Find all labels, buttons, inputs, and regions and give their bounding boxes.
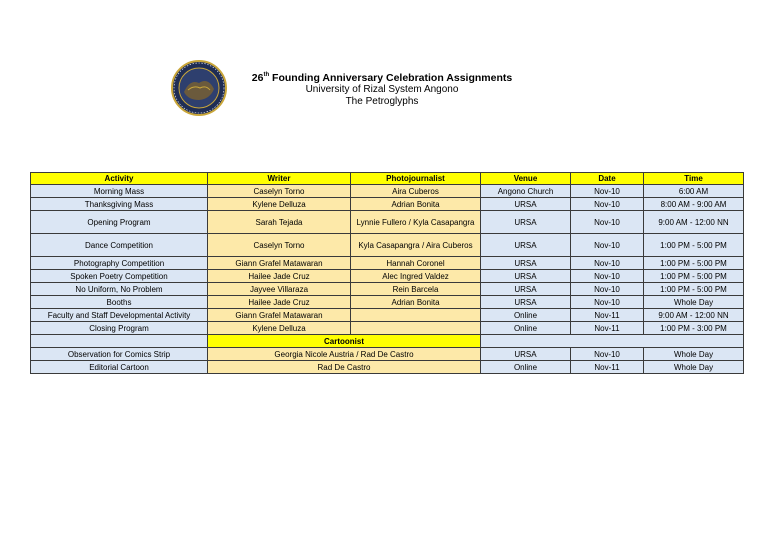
cell-venue: URSA (481, 234, 571, 257)
cell-time: 6:00 AM (644, 185, 744, 198)
cell-date: Nov-10 (571, 270, 644, 283)
table-row (31, 309, 744, 322)
cell-photojournalist: Alec Ingred Valdez (351, 270, 481, 283)
cell-photojournalist: Hannah Coronel (351, 257, 481, 270)
cell-writer: Kylene Delluza (208, 198, 351, 211)
cell-venue: URSA (481, 211, 571, 234)
cell-activity: Faculty and Staff Developmental Activity (31, 309, 208, 322)
cell-time: 1:00 PM - 5:00 PM (644, 270, 744, 283)
cell-photojournalist (351, 309, 481, 322)
cell-venue: URSA (481, 270, 571, 283)
cell-time: 1:00 PM - 5:00 PM (644, 234, 744, 257)
publication-name: The Petroglyphs (345, 96, 419, 107)
cell-activity: No Uniform, No Problem (31, 283, 208, 296)
cell-time: 9:00 AM - 12:00 NN (644, 211, 744, 234)
table-row (31, 361, 744, 374)
cell-date: Nov-11 (571, 309, 644, 322)
cell-activity: Booths (31, 296, 208, 309)
cell-activity: Observation for Comics Strip (31, 348, 208, 361)
cartoonist-section-header: Cartoonist (208, 335, 481, 348)
cell-activity: Spoken Poetry Competition (31, 270, 208, 283)
cell-time: 1:00 PM - 5:00 PM (644, 257, 744, 270)
cell-time: Whole Day (644, 348, 744, 361)
cell-writer: Sarah Tejada (208, 211, 351, 234)
cell-date: Nov-11 (571, 361, 644, 374)
cell-cartoonist: Rad De Castro (208, 361, 481, 374)
cell-activity: Opening Program (31, 211, 208, 234)
cell-writer: Hailee Jade Cruz (208, 270, 351, 283)
column-header-activity: Activity (31, 173, 208, 185)
table-header-row (31, 173, 744, 185)
cell-writer: Kylene Delluza (208, 322, 351, 335)
cell-activity: Dance Competition (31, 234, 208, 257)
section-spacer-cell (31, 335, 208, 348)
table-row (31, 211, 744, 234)
table-row (31, 198, 744, 211)
cell-time: Whole Day (644, 296, 744, 309)
table-row (31, 322, 744, 335)
cell-time: 9:00 AM - 12:00 NN (644, 309, 744, 322)
cell-activity: Closing Program (31, 322, 208, 335)
column-header-time: Time (644, 173, 744, 185)
column-header-photojournalist: Photojournalist (351, 173, 481, 185)
petroglyphs-seal-logo (170, 59, 228, 117)
table-row (31, 234, 744, 257)
cell-time: 1:00 PM - 3:00 PM (644, 322, 744, 335)
cell-activity: Photography Competition (31, 257, 208, 270)
cell-date: Nov-11 (571, 322, 644, 335)
cell-time: 8:00 AM - 9:00 AM (644, 198, 744, 211)
cell-date: Nov-10 (571, 296, 644, 309)
cell-venue: Online (481, 322, 571, 335)
document-header (232, 72, 532, 108)
cell-writer: Hailee Jade Cruz (208, 296, 351, 309)
column-header-writer: Writer (208, 173, 351, 185)
cell-date: Nov-10 (571, 211, 644, 234)
cell-activity: Thanksgiving Mass (31, 198, 208, 211)
cell-photojournalist: Rein Barcela (351, 283, 481, 296)
cell-date: Nov-10 (571, 348, 644, 361)
cell-venue: URSA (481, 296, 571, 309)
cell-writer: Jayvee Villaraza (208, 283, 351, 296)
table-row (31, 296, 744, 309)
cell-cartoonist: Georgia Nicole Austria / Rad De Castro (208, 348, 481, 361)
section-spacer-cell (481, 335, 744, 348)
page-title: 26th Founding Anniversary Celebration Assignments (251, 72, 513, 84)
cell-venue: Online (481, 361, 571, 374)
cell-photojournalist: Adrian Bonita (351, 198, 481, 211)
cell-venue: URSA (481, 257, 571, 270)
cell-activity: Morning Mass (31, 185, 208, 198)
cell-date: Nov-10 (571, 185, 644, 198)
cell-date: Nov-10 (571, 257, 644, 270)
cell-photojournalist: Kyla Casapangra / Aira Cuberos (351, 234, 481, 257)
cell-time: 1:00 PM - 5:00 PM (644, 283, 744, 296)
cell-time: Whole Day (644, 361, 744, 374)
column-header-date: Date (571, 173, 644, 185)
cell-photojournalist (351, 322, 481, 335)
cell-date: Nov-10 (571, 234, 644, 257)
cell-photojournalist: Aira Cuberos (351, 185, 481, 198)
table-row (31, 185, 744, 198)
cell-venue: URSA (481, 198, 571, 211)
column-header-venue: Venue (481, 173, 571, 185)
cell-photojournalist: Lynnie Fullero / Kyla Casapangra (351, 211, 481, 234)
university-name: University of Rizal System Angono (305, 84, 459, 95)
cell-writer: Giann Grafel Matawaran (208, 309, 351, 322)
cell-writer: Caselyn Torno (208, 185, 351, 198)
assignments-table (30, 172, 744, 374)
cell-photojournalist: Adrian Bonita (351, 296, 481, 309)
cell-venue: URSA (481, 283, 571, 296)
table-row (31, 348, 744, 361)
cell-date: Nov-10 (571, 283, 644, 296)
table-row (31, 283, 744, 296)
cell-writer: Giann Grafel Matawaran (208, 257, 351, 270)
table-row (31, 270, 744, 283)
cell-venue: URSA (481, 348, 571, 361)
cell-activity: Editorial Cartoon (31, 361, 208, 374)
cell-venue: Angono Church (481, 185, 571, 198)
cell-writer: Caselyn Torno (208, 234, 351, 257)
cartoonist-section-row (31, 335, 744, 348)
cell-date: Nov-10 (571, 198, 644, 211)
cell-venue: Online (481, 309, 571, 322)
table-row (31, 257, 744, 270)
